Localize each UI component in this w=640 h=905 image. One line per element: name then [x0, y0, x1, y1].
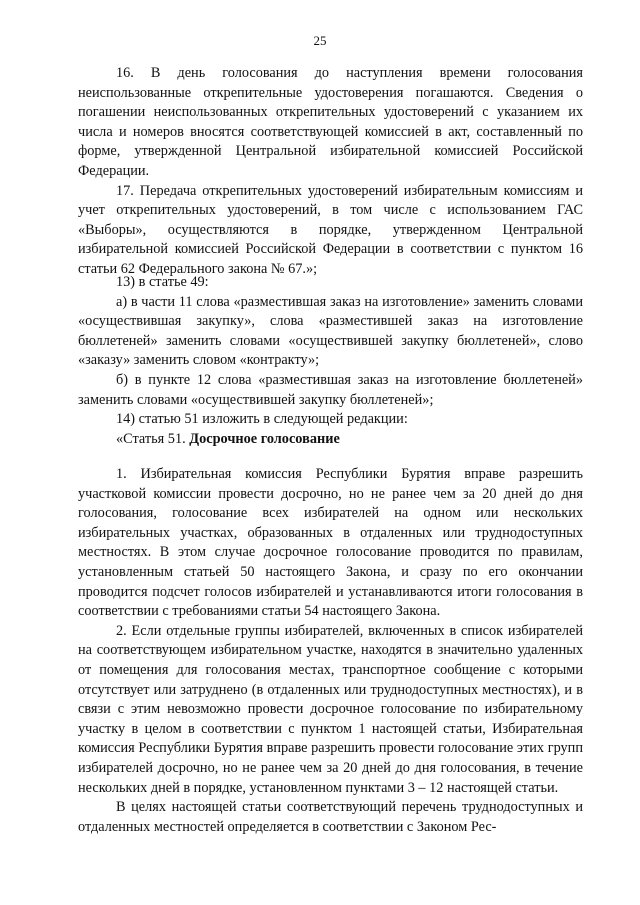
article-heading-title: Досрочное голосование	[189, 431, 340, 447]
article-heading-block	[78, 430, 583, 450]
paragraph-17: 17. Передача открепительных удостоверений избирательным комиссиям и учет открепительных удостоверений, в том числе с использованием ГАС «Выборы», осуществляются в порядке, утвержденном Центральной избирательной комиссией Российской Федерации в соответствии с пунктом 16 статьи 62 Федерального закона № 67.»;	[78, 182, 583, 277]
page-number: 25	[313, 33, 327, 48]
amendment-13: 13) в статье 49:	[116, 274, 209, 290]
article-heading-prefix: «Статья 51.	[116, 431, 190, 447]
article-paragraph-2: 2. Если отдельные группы избирателей, включенных в список избирателей на соответствующем избирательном участке, находятся в значительно удаленных от помещения для голосования местах, транспортное сообщение с которыми отсутствует или затруднено (в отдаленных или труднодоступных местностях), и в связи с этим невозможно провести досрочное голосование по избирательному участку в целом в соответствии с пунктом 1 настоящей статьи, Избирательная комиссия Республики Бурятия вправе разрешить провести голосование этих групп избирателей досрочно, но не ранее чем за 20 дней до дня голосования, в течение нескольких дней в порядке, установленном пунктами 3 – 12 настоящей статьи.	[78, 622, 583, 796]
paragraph-16: 16. В день голосования до наступления времени голосования неиспользованные открепительные удостоверения погашаются. Сведения о погашении неиспользованных открепительных удостоверений с указанием их числа и номеров вносятся соответствующей комиссией в акт, составленный по форме, утвержденной Центральной избирательной комиссией Российской Федерации.	[78, 65, 583, 179]
amendment-13-a: а) в части 11 слова «разместившая заказ на изготовление» заменить словами «осуществившая закупку», слова «разместившей заказ на изготовление бюллетеней» заменить словами «осуществившей закупку бюллетеней», слово «заказу» заменить словом «контракту»;	[78, 293, 583, 369]
amendment-14: 14) статью 51 изложить в следующей редакции:	[116, 411, 408, 428]
body-text-block-1	[78, 64, 583, 280]
amendment-13-b: б) в пункте 12 слова «разместившая заказ на изготовление бюллетеней» заменить словами «осуществившей закупку бюллетеней»;	[78, 371, 583, 408]
body-text-block-2	[78, 273, 583, 430]
article-heading	[78, 430, 583, 450]
article-paragraph-3: В целях настоящей статьи соответствующий перечень труднодоступных и отдаленных местностей определяется в соответствии с Законом Рес-	[78, 799, 583, 835]
article-body-block	[78, 465, 583, 837]
article-paragraph-1: 1. Избирательная комиссия Республики Бурятия вправе разрешить участковой комиссии провести досрочно, но не ранее чем за 20 дней до дня голосования, голосование всех избирателей на одном или нескольких избирательных участках, образованных в отдаленных или труднодоступных местностях. В этом случае досрочное голосование проводится по правилам, установленным статьей 50 настоящего Закона, и сразу по его окончании проводится подсчет голосов избирателей и устанавливаются итоги голосования в соответствии с требованиями статьи 54 настоящего Закона.	[78, 466, 583, 620]
